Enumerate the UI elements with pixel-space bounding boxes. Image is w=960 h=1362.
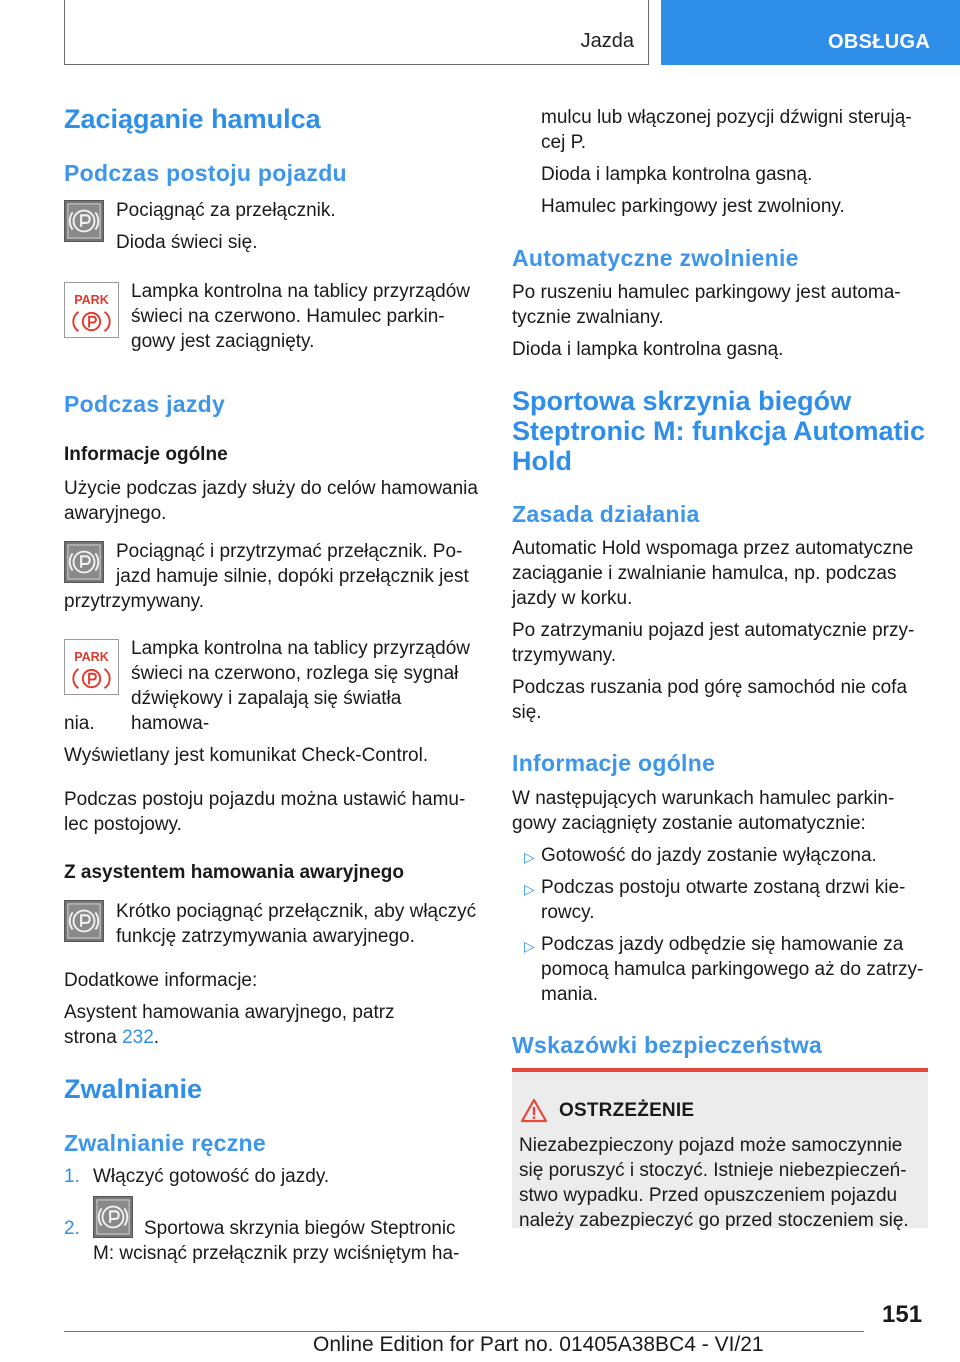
header-chapter-label: OBSŁUGA: [828, 31, 931, 53]
step-2-line-1: Sportowa skrzynia biegów Steptronic: [144, 1218, 456, 1239]
released-text: Hamulec parkingowy jest zwolniony.: [541, 196, 845, 217]
header-section-label[interactable]: Jazda: [580, 30, 634, 52]
principle-line-2: zaciąganie i zwalnianie hamulca, np. podczas: [512, 563, 897, 584]
bullet-1-text: Gotowość do jazdy zostanie wyłączona.: [541, 845, 877, 866]
warning-line-3: stwo wypadku. Przed opuszczeniem pojazdu: [519, 1185, 898, 1206]
subheading-general: Informacje ogólne: [64, 444, 228, 465]
conditions-line-2: gowy zaciągnięty zostanie automatycznie:: [512, 813, 866, 834]
bullet-1-marker: ▷: [524, 849, 535, 865]
bullet-3-marker: ▷: [524, 938, 535, 954]
parked-step1: Pociągnąć za przełącznik.: [116, 200, 336, 221]
heading-safety: Wskazówki bezpieczeństwa: [512, 1032, 823, 1058]
heading-sport-line-2: Steptronic M: funkcja Automatic: [512, 416, 926, 446]
stop-line-2: trzymywany.: [512, 645, 617, 666]
bullet-3-line-2: pomocą hamulca parkingowego aż do zatrzy-: [541, 959, 924, 980]
principle-line-1: Automatic Hold wspomaga przez automatyczne: [512, 538, 914, 559]
principle-line-3: jazdy w korku.: [512, 588, 633, 609]
parking-brake-button-icon: [64, 900, 104, 942]
header-section-box: [64, 0, 649, 65]
page-number: 151: [882, 1301, 923, 1328]
driving-pull-line-1: Pociągnąć i przytrzymać przełącznik. Po-: [116, 541, 463, 562]
warning-line-1: Niezabezpieczony pojazd może samoczynnie: [519, 1135, 903, 1156]
driving-lamp-line-2: świeci na czerwono, rozlega się sygnał: [131, 663, 459, 684]
parked-lamp-line-2: świeci na czerwono. Hamulec parkin-: [131, 306, 445, 327]
park-lamp-text: PARK: [74, 293, 109, 308]
heading-principle: Zasada działania: [512, 501, 700, 527]
subheading-assist: Z asystentem hamowania awaryjnego: [64, 862, 405, 883]
hill-line-2: się.: [512, 702, 542, 723]
park-warning-lamp-icon: [64, 282, 119, 338]
heading-manual-release: Zwalnianie ręczne: [64, 1130, 266, 1156]
parking-brake-button-icon: [93, 1196, 133, 1238]
heading-braking: Zaciąganie hamulca: [64, 104, 321, 134]
driving-lamp-line-4: nia.: [64, 713, 95, 734]
parked-note-line-2: lec postojowy.: [64, 814, 182, 835]
assist-reference: Asystent hamowania awaryjnego, patrz: [64, 1002, 395, 1023]
parking-brake-button-icon: [64, 541, 104, 583]
heading-driving: Podczas jazdy: [64, 391, 226, 417]
step-2-line-2: M: wcisnąć przełącznik przy wciśniętym ha-: [93, 1243, 460, 1264]
heading-release: Zwalnianie: [64, 1074, 203, 1104]
warning-title: OSTRZEŻENIE: [559, 1100, 695, 1121]
parking-brake-button-icon: [64, 200, 104, 242]
page-ref-suffix: .: [153, 1027, 160, 1048]
stop-line-1: Po zatrzymaniu pojazd jest automatycznie przy-: [512, 620, 915, 641]
parked-lamp-line-1: Lampka kontrolna na tablicy przyrządów: [131, 281, 471, 302]
warning-line-2: się poruszyć i stoczyć. Istnieje niebezpieczeń-: [519, 1160, 907, 1181]
bullet-3-line-1: Podczas jazdy odbędzie się hamowanie za: [541, 934, 904, 955]
hill-line-1: Podczas ruszania pod górę samochód nie cofa: [512, 677, 908, 698]
step-1-text: Włączyć gotowość do jazdy.: [93, 1166, 330, 1187]
heading-sport-line-1: Sportowa skrzynia biegów: [512, 386, 852, 416]
park-warning-lamp-icon: [64, 639, 119, 695]
assist-line-1: Krótko pociągnąć przełącznik, aby włączyć: [116, 901, 477, 922]
auto-line-2: tycznie zwalniany.: [512, 307, 664, 328]
auto-led-off: Dioda i lampka kontrolna gasną.: [512, 339, 784, 360]
warning-line-4: należy zabezpieczyć go przed stoczeniem się.: [519, 1210, 909, 1231]
driving-lamp-line-3: dźwiękowy i zapalają się światła hamowa-: [131, 688, 402, 734]
page-reference: [64, 1025, 159, 1050]
additional-info-label: Dodatkowe informacje:: [64, 970, 258, 991]
driving-general-line-2: awaryjnego.: [64, 503, 167, 524]
bullet-2-marker: ▷: [524, 881, 535, 897]
driving-pull-line-3: przytrzymywany.: [64, 591, 205, 612]
assist-line-2: funkcję zatrzymywania awaryjnego.: [116, 926, 415, 947]
driving-lamp-line-1: Lampka kontrolna na tablicy przyrządów: [131, 638, 471, 659]
step-2-number: 2.: [64, 1218, 80, 1239]
parked-step2: Dioda świeci się.: [116, 232, 258, 253]
driving-pull-line-2: jazd hamuje silnie, dopóki przełącznik jest: [116, 566, 469, 587]
parked-note-line-1: Podczas postoju pojazdu można ustawić hamu-: [64, 789, 466, 810]
page-ref-link[interactable]: 232: [122, 1027, 154, 1048]
warning-box: [512, 1068, 928, 1231]
heading-sport-line-3: Hold: [512, 446, 572, 476]
bullet-3-line-3: mania.: [541, 984, 599, 1005]
led-off-text: Dioda i lampka kontrolna gasną.: [541, 164, 813, 185]
heading-general-info: Informacje ogólne: [512, 750, 716, 776]
parked-lamp-line-3: gowy jest zaciągnięty.: [131, 331, 315, 352]
heading-auto-release: Automatyczne zwolnienie: [512, 245, 799, 271]
footer-divider: [64, 1331, 864, 1332]
footer-edition: Online Edition for Part no. 01405A38BC4 - VI/21: [313, 1333, 764, 1356]
step-1-number: 1.: [64, 1166, 80, 1187]
check-control-text: Wyświetlany jest komunikat Check-Control.: [64, 745, 429, 766]
heading-parked: Podczas postoju pojazdu: [64, 160, 347, 186]
park-lamp-text: PARK: [74, 650, 109, 665]
auto-line-1: Po ruszeniu hamulec parkingowy jest automa-: [512, 282, 901, 303]
step-2-cont-line-2: cej P.: [541, 132, 587, 153]
header-chapter-tab[interactable]: [661, 0, 960, 65]
bullet-2-line-1: Podczas postoju otwarte zostaną drzwi kie-: [541, 877, 906, 898]
step-2-cont-line-1: mulcu lub włączonej pozycji dźwigni sterują-: [541, 107, 912, 128]
conditions-line-1: W następujących warunkach hamulec parkin-: [512, 788, 895, 809]
page-ref-prefix: strona: [64, 1027, 117, 1048]
warning-triangle-icon: [520, 1098, 548, 1123]
driving-general-line-1: Użycie podczas jazdy służy do celów hamowania: [64, 478, 478, 499]
bullet-2-line-2: rowcy.: [541, 902, 595, 923]
